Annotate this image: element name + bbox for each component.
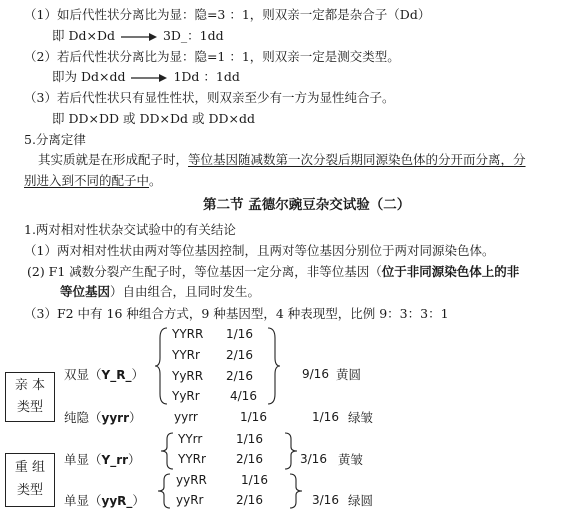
phenotype: 绿圆: [348, 493, 374, 508]
text-segment: 。: [149, 173, 162, 188]
right-brace: [288, 472, 302, 510]
bold-text: Y_R_: [101, 368, 132, 382]
left-brace: [161, 431, 175, 471]
text-segment: 即为 Dd×dd: [52, 69, 130, 84]
group-total: 1/16: [312, 410, 339, 424]
text-line: 1.两对相对性状杂交试验中的有关结论: [24, 222, 236, 237]
text-segment: ）: [131, 367, 144, 382]
text-segment: ）: [129, 410, 142, 425]
group-label: [64, 451, 141, 469]
fraction: 2/16: [236, 452, 263, 466]
text-line: 即 DD×DD 或 DD×Dd 或 DD×dd: [52, 111, 255, 126]
text-line: [27, 263, 519, 280]
bold-text: Y_rr: [101, 453, 129, 467]
text-line: （1）两对相对性状由两对等位基因控制，且两对等位基因分别位于两对同源染色体。: [24, 243, 495, 258]
group-label: [64, 409, 142, 427]
box-label: 类型: [16, 400, 43, 415]
fraction: 1/16: [226, 327, 253, 341]
left-brace: [158, 472, 172, 510]
box-label: 类型: [16, 483, 43, 498]
bold-text: yyR_: [101, 494, 133, 508]
genotype: yyRR: [176, 473, 207, 487]
text-line: [24, 172, 162, 189]
fraction: 2/16: [226, 369, 253, 383]
fraction: 4/16: [230, 389, 257, 403]
text-line: [52, 27, 224, 44]
text-segment: ）自由组合，且同时发生。: [110, 284, 261, 299]
text-segment: 3D_：1dd: [162, 28, 224, 43]
text-line: [38, 151, 526, 168]
text-line: [60, 283, 260, 300]
genotype: YYRr: [172, 348, 200, 362]
underlined-text: 别进入到不同的配子中: [24, 173, 150, 188]
section-title: 第二节 孟德尔豌豆杂交试验（二）: [203, 197, 411, 213]
fraction: 2/16: [226, 348, 253, 362]
fraction: 1/16: [240, 410, 267, 424]
text-segment: ）: [128, 452, 141, 467]
text-line: （3）F2 中有 16 种组合方式，9 种基因型，4 种表现型，比例 9：3：3：1: [24, 306, 449, 321]
box-label: 重 组: [14, 460, 46, 475]
text-segment: 即 Dd×Dd: [52, 28, 119, 43]
genotype: YYRr: [178, 452, 206, 466]
text-line: （3）若后代性状只有显性性状，则双亲至少有一方为显性纯合子。: [24, 90, 395, 105]
text-line: 5.分离定律: [24, 132, 86, 147]
text-segment: 其实质就是在形成配子时，: [38, 152, 189, 167]
text-line: [52, 68, 240, 85]
left-brace: [155, 326, 169, 406]
text-segment: 纯隐（: [64, 410, 102, 425]
genotype: YyRr: [172, 389, 200, 403]
right-brace: [283, 431, 297, 471]
text-segment: ）: [132, 493, 145, 508]
fraction: 1/16: [241, 473, 268, 487]
bold-text: 位于非同源染色体上的非: [381, 264, 520, 279]
arrow-icon: [129, 73, 169, 83]
text-segment: 1Dd ：1dd: [173, 69, 240, 84]
text-segment: (2) F1 减数分裂产生配子时，等位基因一定分离，非等位基因（: [27, 264, 382, 279]
genotype: YyRR: [172, 369, 204, 383]
text-line: （1）如后代性状分离比为显：隐=3 ：1，则双亲一定都是杂合子（Dd）: [24, 7, 431, 22]
bold-text: yyrr: [101, 411, 129, 425]
genotype: YYrr: [178, 432, 203, 446]
group-label: [64, 492, 145, 510]
text-segment: 单显（: [64, 452, 102, 467]
fraction: 1/16: [236, 432, 263, 446]
phenotype: 黄皱: [338, 452, 364, 467]
underlined-text: 等位基因随减数第一次分裂后期同源染色体的分开而分离，分: [188, 152, 526, 167]
genotype: YYRR: [172, 327, 204, 341]
fraction: 2/16: [236, 493, 263, 507]
group-label: [64, 366, 144, 384]
genotype: yyrr: [174, 410, 198, 424]
box-label: 亲 本: [14, 378, 46, 393]
group-total: 9/16: [302, 367, 329, 381]
phenotype: 绿皱: [348, 410, 374, 425]
arrow-icon: [119, 32, 159, 42]
text-segment: 双显（: [64, 367, 102, 382]
text-line: （2）若后代性状分离比为显：隐=1 ：1，则双亲一定是测交类型。: [24, 49, 400, 64]
phenotype: 黄圆: [336, 367, 362, 382]
group-total: 3/16: [300, 452, 327, 466]
right-brace: [266, 326, 280, 406]
genotype: yyRr: [176, 493, 204, 507]
text-segment: 单显（: [64, 493, 102, 508]
group-total: 3/16: [312, 493, 339, 507]
bold-text: 等位基因: [60, 284, 111, 299]
